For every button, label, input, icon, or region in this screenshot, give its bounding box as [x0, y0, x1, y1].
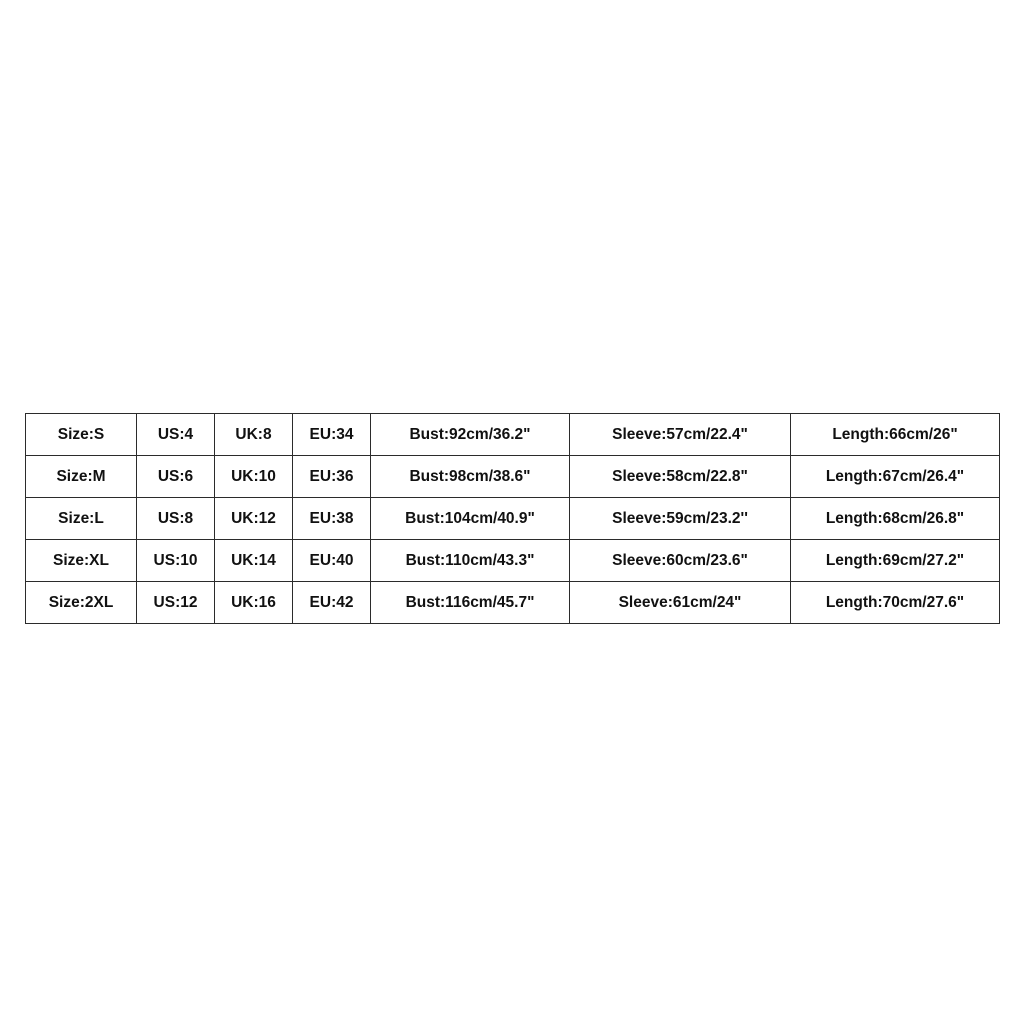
cell-length: Length:68cm/26.8" [791, 498, 1000, 540]
cell-bust: Bust:110cm/43.3" [371, 540, 570, 582]
cell-us: US:10 [137, 540, 215, 582]
table-row [26, 540, 1000, 582]
cell-us: US:4 [137, 414, 215, 456]
table-row [26, 582, 1000, 624]
cell-bust: Bust:98cm/38.6" [371, 456, 570, 498]
table-row [26, 498, 1000, 540]
cell-uk: UK:10 [215, 456, 293, 498]
cell-bust: Bust:116cm/45.7" [371, 582, 570, 624]
cell-size: Size:L [26, 498, 137, 540]
cell-sleeve: Sleeve:59cm/23.2'' [570, 498, 791, 540]
cell-size: Size:S [26, 414, 137, 456]
cell-us: US:6 [137, 456, 215, 498]
cell-size: Size:XL [26, 540, 137, 582]
cell-length: Length:67cm/26.4" [791, 456, 1000, 498]
cell-us: US:8 [137, 498, 215, 540]
cell-uk: UK:8 [215, 414, 293, 456]
cell-size: Size:2XL [26, 582, 137, 624]
cell-length: Length:70cm/27.6" [791, 582, 1000, 624]
cell-uk: UK:16 [215, 582, 293, 624]
cell-eu: EU:40 [293, 540, 371, 582]
table-row [26, 414, 1000, 456]
cell-eu: EU:38 [293, 498, 371, 540]
table-row [26, 456, 1000, 498]
cell-us: US:12 [137, 582, 215, 624]
cell-uk: UK:14 [215, 540, 293, 582]
cell-length: Length:66cm/26" [791, 414, 1000, 456]
cell-eu: EU:42 [293, 582, 371, 624]
cell-eu: EU:34 [293, 414, 371, 456]
cell-bust: Bust:104cm/40.9" [371, 498, 570, 540]
cell-uk: UK:12 [215, 498, 293, 540]
cell-size: Size:M [26, 456, 137, 498]
cell-sleeve: Sleeve:61cm/24" [570, 582, 791, 624]
size-chart [25, 413, 999, 624]
cell-bust: Bust:92cm/36.2" [371, 414, 570, 456]
cell-eu: EU:36 [293, 456, 371, 498]
size-table [25, 413, 1000, 624]
cell-sleeve: Sleeve:58cm/22.8" [570, 456, 791, 498]
cell-sleeve: Sleeve:60cm/23.6" [570, 540, 791, 582]
cell-length: Length:69cm/27.2" [791, 540, 1000, 582]
cell-sleeve: Sleeve:57cm/22.4" [570, 414, 791, 456]
